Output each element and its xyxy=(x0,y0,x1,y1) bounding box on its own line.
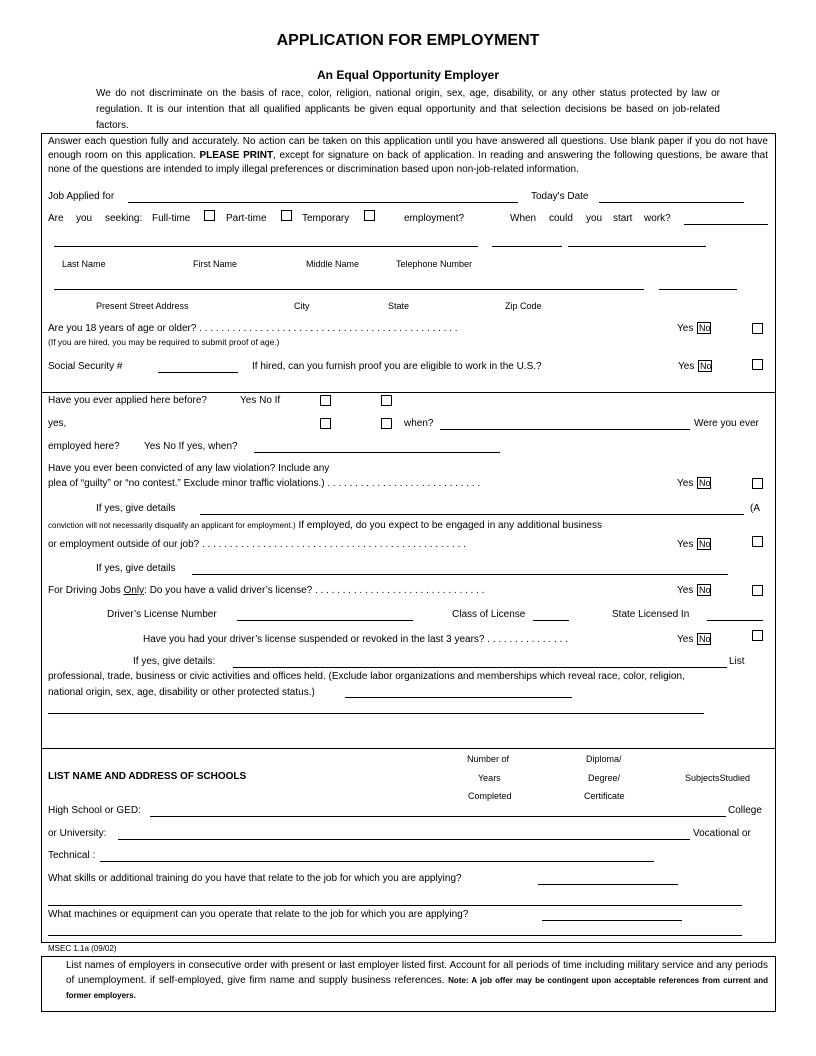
address-field[interactable] xyxy=(54,289,644,290)
activities-field-2[interactable] xyxy=(48,713,704,714)
business-details-field[interactable] xyxy=(192,574,728,575)
convicted-question-2: plea of “guilty” or “no contest.” Exclude minor traffic violations.) . . . . . . . . . . . . . . . . . . . . . . . . . . . . xyxy=(48,478,481,489)
when-label: When xyxy=(510,213,537,224)
street-label: Present Street Address xyxy=(96,301,189,311)
section-divider xyxy=(41,748,776,749)
convicted-question-1: Have you ever been convicted of any law violation? Include any xyxy=(48,463,330,474)
state-label: State xyxy=(388,301,410,311)
could-label: could xyxy=(549,213,573,224)
seeking-are: Are xyxy=(48,213,64,224)
driving-question xyxy=(48,585,484,596)
license-number-label: Driver’s License Number xyxy=(107,609,217,620)
machines-field-2[interactable] xyxy=(48,935,742,936)
national-origin: national origin, sex, age, disability or other protected status.) xyxy=(48,687,315,698)
employment-label: employment? xyxy=(404,213,465,224)
proof-question: If hired, can you furnish proof you are eligible to work in the U.S.? xyxy=(252,361,542,372)
class-label: Class of License xyxy=(452,609,526,620)
start-date-field[interactable] xyxy=(684,224,768,225)
number-of-label: Number of xyxy=(467,754,510,764)
age-no-box[interactable]: No xyxy=(699,323,711,333)
city-label: City xyxy=(294,301,310,311)
temporary-label: Temporary xyxy=(302,213,350,224)
form-code: MSEC 1.1a (09/02) xyxy=(48,944,117,953)
employers-note: Note: A job offer may be contingent upon acceptable references from current and former employers. xyxy=(66,976,769,1000)
vocational-label: Vocational or xyxy=(693,828,751,839)
suspended-details-field[interactable] xyxy=(233,667,727,668)
suspended-checkbox[interactable] xyxy=(752,630,763,641)
college-label: College xyxy=(728,805,762,816)
professional-activities: professional, trade, business or civic activities and offices held. (Exclude labor organizations and memberships which reveal race, color, religion, xyxy=(48,671,685,682)
applied-yes-no: Yes No If xyxy=(240,395,281,406)
suspended-details-label: If yes, give details: xyxy=(133,656,216,667)
driving-yes-label: Yes xyxy=(677,585,694,596)
university-label: or University: xyxy=(48,828,107,839)
full-time-checkbox[interactable] xyxy=(204,210,215,221)
part-time-checkbox[interactable] xyxy=(281,210,292,221)
driving-prefix: For Driving Jobs xyxy=(48,585,124,596)
employed-here: employed here? xyxy=(48,441,120,452)
completed-label: Completed xyxy=(468,791,512,801)
technical-field[interactable] xyxy=(100,861,654,862)
driving-no-box[interactable]: No xyxy=(699,585,711,595)
form-title: APPLICATION FOR EMPLOYMENT xyxy=(276,32,540,49)
age-note: (If you are hired, you may be required to submit proof of age.) xyxy=(48,337,280,347)
telephone-label: Telephone Number xyxy=(396,259,473,269)
proof-checkbox[interactable] xyxy=(752,359,763,370)
employers-text: List names of employers in consecutive order with present or last employer listed first. Account for all periods of time including military service and any periods of unemployment. if self-employed, give firm name and supply business references. xyxy=(66,960,768,986)
instructions-part2: , except for signature on back of application. In reading and answering the following questions, be aware that none of the questions are intended to imply illegal preferences or discrimination based upon non-job-related information. xyxy=(48,150,769,175)
when-applied-label: when? xyxy=(404,418,434,429)
schools-heading: LIST NAME AND ADDRESS OF SCHOOLS xyxy=(48,771,247,782)
zip-field[interactable] xyxy=(659,289,737,290)
applied-no-checkbox[interactable] xyxy=(381,395,392,406)
ssn-label: Social Security # xyxy=(48,361,123,372)
conviction-note: conviction will not necessarily disqualify an applicant for employment.) xyxy=(48,521,296,530)
list-label: List xyxy=(729,656,745,667)
job-applied-label: Job Applied for xyxy=(48,191,115,202)
convicted-no-box[interactable]: No xyxy=(699,478,711,488)
additional-business: If employed, do you expect to be engaged in any additional business xyxy=(298,520,602,531)
proof-yes-label: Yes xyxy=(678,361,695,372)
employers-instructions xyxy=(66,958,768,1003)
work-label: work? xyxy=(644,213,671,224)
todays-date-label: Today's Date xyxy=(531,191,589,202)
employed-no-checkbox[interactable] xyxy=(381,418,392,429)
you-label: you xyxy=(586,213,603,224)
certificate-label: Certificate xyxy=(584,791,625,801)
class-field[interactable] xyxy=(533,620,569,621)
high-school-field[interactable] xyxy=(150,816,726,817)
skills-field-2[interactable] xyxy=(48,905,742,906)
machines-field-1[interactable] xyxy=(542,920,682,921)
suspended-no-box[interactable]: No xyxy=(699,634,711,644)
personal-info-section xyxy=(41,133,776,943)
when-applied-field[interactable] xyxy=(440,429,690,430)
business-checkbox[interactable] xyxy=(752,536,763,547)
a-paren: (A xyxy=(750,503,760,514)
activities-field-1[interactable] xyxy=(345,697,572,698)
yes-comma: yes, xyxy=(48,418,67,429)
business-yes-label: Yes xyxy=(677,539,694,550)
convicted-checkbox[interactable] xyxy=(752,478,763,489)
full-time-label: Full-time xyxy=(152,213,191,224)
business-no-box[interactable]: No xyxy=(699,539,711,549)
suspended-yes-label: Yes xyxy=(677,634,694,645)
driving-only: Only xyxy=(123,585,145,596)
license-number-field[interactable] xyxy=(237,620,413,621)
state-licensed-label: State Licensed In xyxy=(612,609,690,620)
instructions-bold: PLEASE PRINT xyxy=(199,150,274,161)
instructions-part1: Answer each question fully and accurately. No action can be taken on this application until you have answered all questions. Use blank paper if you do not have enough room on this application. xyxy=(48,136,768,161)
high-school-label: High School or GED: xyxy=(48,805,141,816)
seeking-you: you xyxy=(76,213,93,224)
convicted-details-label: If yes, give details xyxy=(96,503,176,514)
years-label: Years xyxy=(478,773,501,783)
first-name-label: First Name xyxy=(193,259,238,269)
subjects-label: SubjectsStudied xyxy=(685,773,751,783)
instructions xyxy=(48,135,768,177)
driving-checkbox[interactable] xyxy=(752,585,763,596)
business-details-label: If yes, give details xyxy=(96,563,176,574)
age-yes-label: Yes xyxy=(677,323,694,334)
part-time-label: Part-time xyxy=(226,213,267,224)
section-divider xyxy=(41,392,776,393)
university-field[interactable] xyxy=(118,839,690,840)
technical-label: Technical : xyxy=(48,850,96,861)
suspended-question: Have you had your driver’s license suspended or revoked in the last 3 years? . . . . . . . . . . . . . . . xyxy=(143,634,568,645)
skills-question: What skills or additional training do you have that relate to the job for which you are applying? xyxy=(48,873,462,884)
skills-field-1[interactable] xyxy=(538,884,678,885)
start-label: start xyxy=(613,213,633,224)
diploma-label: Diploma/ xyxy=(586,754,622,764)
ssn-field[interactable] xyxy=(158,372,238,373)
machines-question: What machines or equipment can you operate that relate to the job for which you are applying? xyxy=(48,909,469,920)
were-you-ever: Were you ever xyxy=(694,418,759,429)
employed-yes-no-when: Yes No If yes, when? xyxy=(144,441,238,452)
convicted-details-field[interactable] xyxy=(200,514,744,515)
eeo-statement: We do not discriminate on the basis of race, color, religion, national origin, sex, age, disability, or any other status protected by law or regulation. It is our intention that all qualified applicants be given equal opportunity and that selection decisions be based on job-related factors. xyxy=(96,88,720,131)
full-name-field[interactable] xyxy=(54,246,478,247)
job-applied-field[interactable] xyxy=(128,202,518,203)
convicted-yes-label: Yes xyxy=(677,478,694,489)
middle-name-label: Middle Name xyxy=(306,259,360,269)
area-code-field[interactable] xyxy=(492,246,562,247)
telephone-field[interactable] xyxy=(568,246,706,247)
conviction-line xyxy=(48,520,602,531)
or-employment: or employment outside of our job? . . . . . . . . . . . . . . . . . . . . . . . . . . . . . . . . . . . . . . . . . . . . . . . . xyxy=(48,539,466,550)
applied-before-question: Have you ever applied here before? xyxy=(48,395,207,406)
last-name-label: Last Name xyxy=(62,259,106,269)
seeking-label: seeking: xyxy=(105,213,143,224)
state-licensed-field[interactable] xyxy=(707,620,763,621)
zip-label: Zip Code xyxy=(505,301,542,311)
degree-label: Degree/ xyxy=(588,773,621,783)
employed-yes-checkbox[interactable] xyxy=(320,418,331,429)
age-question: Are you 18 years of age or older? . . . . . . . . . . . . . . . . . . . . . . . . . . . . . . . . . . . . . . . . . . . . . . . xyxy=(48,323,458,334)
driving-question-text: : Do you have a valid driver’s license? . . . . . . . . . . . . . . . . . . . . . . . . . . . . . . . xyxy=(144,585,485,596)
form-subtitle: An Equal Opportunity Employer xyxy=(316,68,499,82)
age-checkbox[interactable] xyxy=(752,323,763,334)
todays-date-field[interactable] xyxy=(599,202,744,203)
proof-no-box[interactable]: No xyxy=(700,361,712,371)
applied-yes-checkbox[interactable] xyxy=(320,395,331,406)
employed-when-field[interactable] xyxy=(254,452,500,453)
temporary-checkbox[interactable] xyxy=(364,210,375,221)
